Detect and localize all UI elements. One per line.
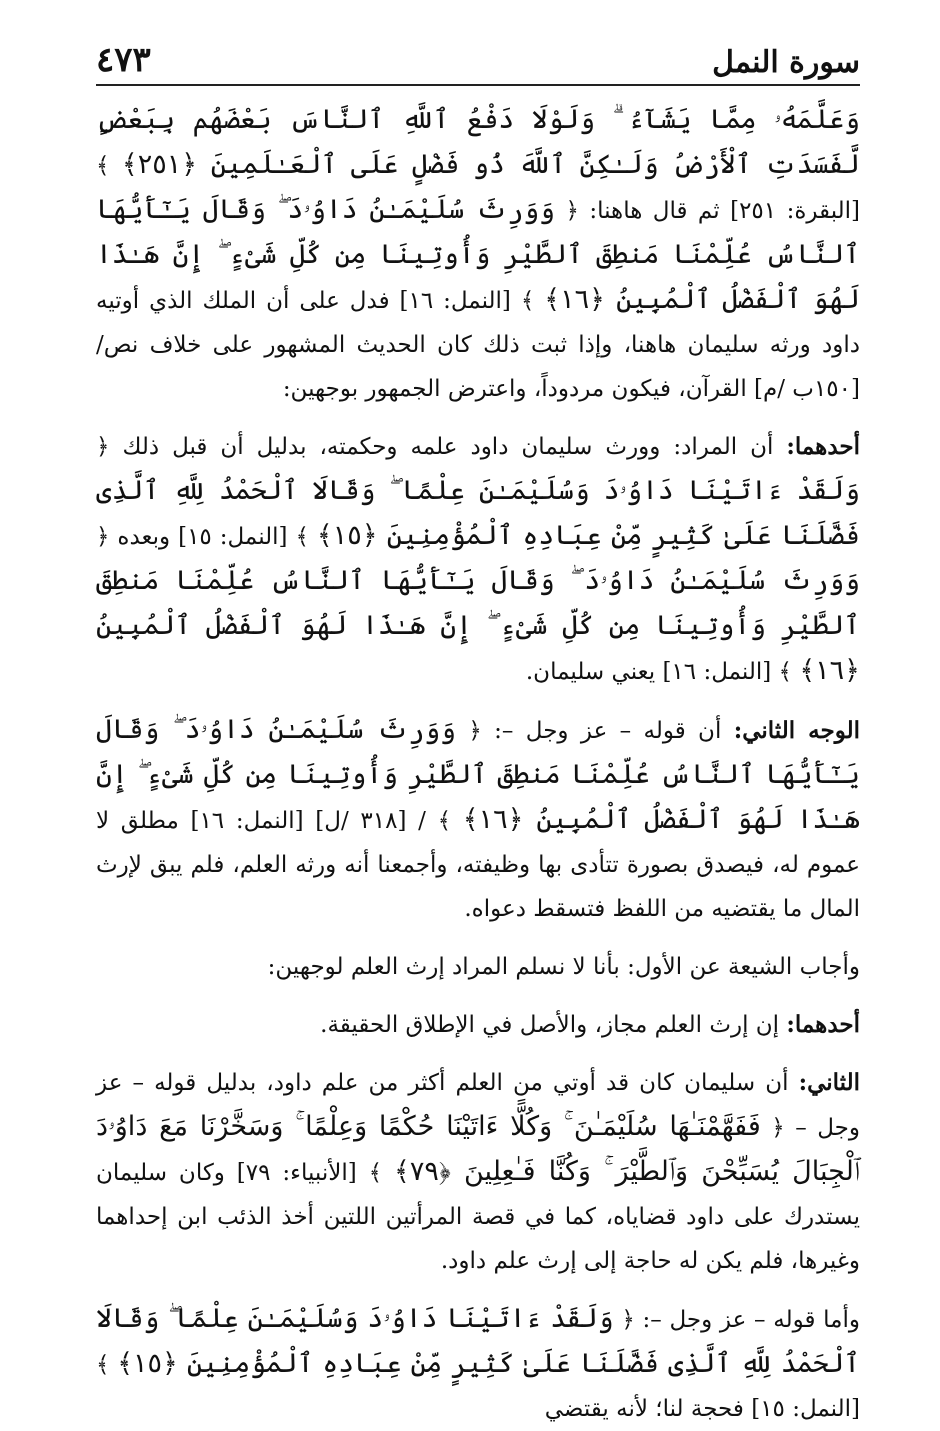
paragraph [96, 708, 860, 931]
body-text: ﴾ [الأنبياء: ٧٩] وكان سليمان يستدرك على داود قضاياه، كما في قصة المرأتين اللتين أخذ الذئب ابن إحداهما وغيرها، فلم يكن له حاجة إلى إرث علم داود. [96, 1160, 860, 1274]
paragraph [96, 945, 860, 989]
body-text: وأما قوله – عز وجل –: ﴿ [613, 1307, 861, 1333]
paragraph [96, 1003, 860, 1047]
body-text: ﴾ [البقرة: ٢٥١] ثم قال هاهنا: ﴿ [96, 153, 861, 224]
paragraph [96, 425, 860, 694]
page-number: ٤٧٣ [96, 40, 151, 80]
paragraph [96, 1297, 860, 1431]
page-header [96, 28, 860, 86]
surah-title: سورة النمل [712, 45, 860, 80]
body-text: ﴾ [النمل: ١٦] يعني سليمان. [525, 659, 800, 685]
quran-verse: وَوَرِثَ سُلَيْمَـٰنُ دَاوُۥدَ ۖ وَقَالَ يَـٰٓأَيُّهَا ٱلنَّاسُ عُلِّمْنَا مَنطِقَ ٱلطَّيْرِ وَأُوتِينَا مِن كُلِّ شَىْءٍ ۖ إِنَّ هَـٰذَا لَهُوَ ٱلْفَضْلُ ٱلْمُبِينُ ﴿١٦﴾ [96, 194, 860, 315]
section-label: الثاني: [798, 1069, 860, 1096]
quran-verse: وَلَقَدْ ءَاتَيْنَا دَاوُۥدَ وَسُلَيْمَـٰنَ عِلْمًا ۖ وَقَالَا ٱلْحَمْدُ لِلَّهِ ٱلَّذِى فَضَّلَنَا عَلَىٰ كَثِيرٍ مِّنْ عِبَادِهِ ٱلْمُؤْمِنِينَ ﴿١٥﴾ [96, 475, 860, 551]
body-text: ﴾ [النمل: ١٥] فحجة لنا؛ لأنه يقتضي [96, 1352, 860, 1422]
page-body [96, 98, 860, 1431]
quran-verse: وَوَرِثَ سُلَيْمَـٰنُ دَاوُۥدَ ۖ وَقَالَ يَـٰٓأَيُّهَا ٱلنَّاسُ عُلِّمْنَا مَنطِقَ ٱلطَّيْرِ وَأُوتِينَا مِن كُلِّ شَىْءٍ ۖ إِنَّ هَـٰذَا لَهُوَ ٱلْفَضْلُ ٱلْمُبِينُ ﴿١٦﴾ [96, 714, 860, 835]
quran-verse: فَفَهَّمْنَـٰهَا سُلَيْمَـٰنَ ۚ وَكُلًّا ءَاتَيْنَا حُكْمًا وَعِلْمًا ۚ وَسَخَّرْنَا مَعَ دَاوُۥدَ ٱلْجِبَالَ يُسَبِّحْنَ وَٱلطَّيْرَ ۚ وَكُنَّا فَـٰعِلِينَ ﴿٧٩﴾ [96, 1111, 860, 1187]
section-label: الوجه الثاني: [733, 717, 860, 744]
body-text: أن قوله – عز وجل –: ﴿ [456, 718, 734, 744]
quran-verse: وَلَقَدْ ءَاتَيْنَا دَاوُۥدَ وَسُلَيْمَـٰنَ عِلْمًا ۖ وَقَالَا ٱلْحَمْدُ لِلَّهِ ٱلَّذِى فَضَّلَنَا عَلَىٰ كَثِيرٍ مِّنْ عِبَادِهِ ٱلْمُؤْمِنِينَ ﴿١٥﴾ [96, 1303, 860, 1379]
body-text: وأجاب الشيعة عن الأول: بأنا لا نسلم المراد إرث العلم لوجهين: [267, 954, 860, 980]
body-text: ﴾ [النمل: ١٥] وبعده ﴿ [96, 524, 317, 550]
body-text: أن سليمان كان قد أوتي من العلم أكثر من علم داود، بدليل قوله – عز وجل – ﴿ [96, 1070, 860, 1141]
body-text: إن إرث العلم مجاز، والأصل في الإطلاق الحقيقة. [320, 1012, 787, 1038]
section-label: أحدهما: [786, 433, 860, 460]
quran-verse: وَعَلَّمَهُۥ مِمَّا يَشَآءُ ۗ وَلَوْلَا دَفْعُ ٱللَّهِ ٱلنَّاسَ بَعْضَهُم بِبَعْضٍ لَّفَسَدَتِ ٱلْأَرْضُ وَلَـٰكِنَّ ٱللَّهَ ذُو فَضْلٍ عَلَى ٱلْعَـٰلَمِينَ ﴿٢٥١﴾ [96, 104, 860, 180]
section-label: أحدهما: [786, 1011, 860, 1038]
paragraph [96, 98, 860, 411]
quran-verse: وَوَرِثَ سُلَيْمَـٰنُ دَاوُۥدَ ۖ وَقَالَ يَـٰٓأَيُّهَا ٱلنَّاسُ عُلِّمْنَا مَنطِقَ ٱلطَّيْرِ وَأُوتِينَا مِن كُلِّ شَىْءٍ ۖ إِنَّ هَـٰذَا لَهُوَ ٱلْفَضْلُ ٱلْمُبِينُ ﴿١٦﴾ [96, 565, 860, 686]
body-text: أن المراد: وورث سليمان داود علمه وحكمته، بدليل أن قبل ذلك ﴿ [96, 434, 787, 460]
body-text: ﴾ [النمل: ١٦] فدل على أن الملك الذي أوتيه داود ورثه سليمان هاهنا، وإذا ثبت ذلك كان الحديث المشهور على خلاف نص/ [١٥٠ب /م] القرآن، فيكون مردوداً، واعترض الجمهور بوجهين: [96, 288, 860, 402]
body-text: ﴾ / [٣١٨ /ل] [النمل: ١٦] مطلق لا عموم له، فيصدق بصورة تتأدى بها وظيفته، وأجمعنا أنه ورثه العلم، فلم يبق لإرث المال ما يقتضيه من اللفظ فتسقط دعواه. [96, 808, 860, 922]
paragraph [96, 1061, 860, 1283]
